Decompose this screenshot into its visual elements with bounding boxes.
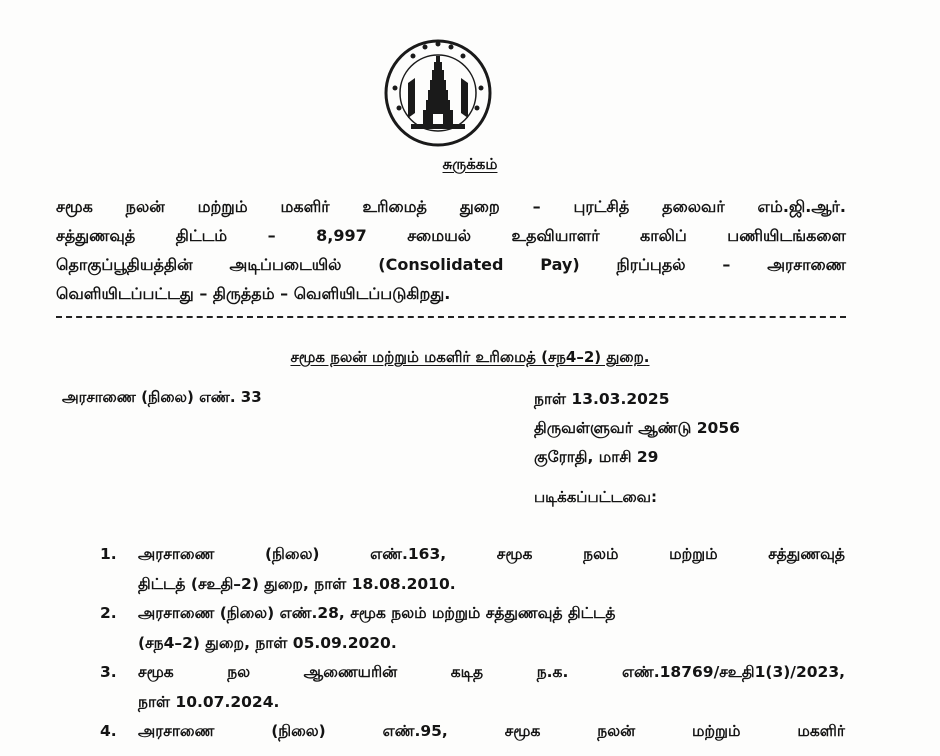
list-item — [100, 540, 845, 599]
abstract-line: தொகுப்பூதியத்தின் அடிப்படையில் (Consolidated Pay) நிரப்புதல் – அரசாணை — [56, 255, 846, 274]
thiruvalluvar-year: திருவள்ளுவர் ஆண்டு 2056 — [534, 419, 740, 437]
reference-line: (சந4–2) துறை, நாள் 05.09.2020. — [138, 633, 397, 652]
go-number: அரசாணை (நிலை) எண். 33 — [62, 388, 262, 406]
abstract-title: சுருக்கம் — [442, 155, 498, 173]
tamil-nadu-emblem-icon — [383, 38, 493, 150]
abstract-line: வெளியிடப்பட்டது – திருத்தம் – வெளியிடப்படுகிறது. — [56, 284, 451, 303]
reference-number: 3. — [100, 663, 117, 681]
list-item — [100, 599, 845, 658]
tamil-date: குரோதி, மாசி 29 — [534, 448, 659, 466]
reference-line: அரசாணை (நிலை) எண்.163, சமூக நலம் மற்றும் சத்துணவுத் — [138, 545, 845, 563]
abstract-text — [56, 192, 846, 308]
reference-number: 4. — [100, 722, 117, 740]
list-item — [100, 658, 845, 717]
reference-line: அரசாணை (நிலை) எண்.95, சமூக நலன் மற்றும் மகளிர் — [138, 722, 845, 740]
reference-list — [100, 540, 845, 747]
list-item — [100, 717, 845, 747]
date-block — [534, 385, 740, 472]
reference-line: அரசாணை (நிலை) எண்.28, சமூக நலம் மற்றும் சத்துணவுத் திட்டத் — [138, 604, 616, 622]
reference-line: நாள் 10.07.2024. — [138, 692, 280, 711]
abstract-line: சத்துணவுத் திட்டம் – 8,997 சமையல் உதவியாளர் காலிப் பணியிடங்களை — [56, 226, 846, 245]
read-heading: படிக்கப்பட்டவை: — [534, 488, 658, 506]
go-date: நாள் 13.03.2025 — [534, 390, 670, 408]
department-heading: சமூக நலன் மற்றும் மகளிர் உரிமைத் (சந4–2) துறை. — [290, 348, 650, 366]
reference-line: திட்டத் (சஉதி–2) துறை, நாள் 18.08.2010. — [138, 574, 456, 593]
reference-number: 1. — [100, 545, 117, 563]
abstract-line: சமூக நலன் மற்றும் மகளிர் உரிமைத் துறை – புரட்சித் தலைவர் எம்.ஜி.ஆர். — [56, 197, 846, 216]
separator-line — [56, 316, 846, 318]
reference-line: சமூக நல ஆணையரின் கடித ந.க. எண்.18769/சஉதி1(3)/2023, — [138, 663, 845, 681]
reference-number: 2. — [100, 604, 117, 622]
